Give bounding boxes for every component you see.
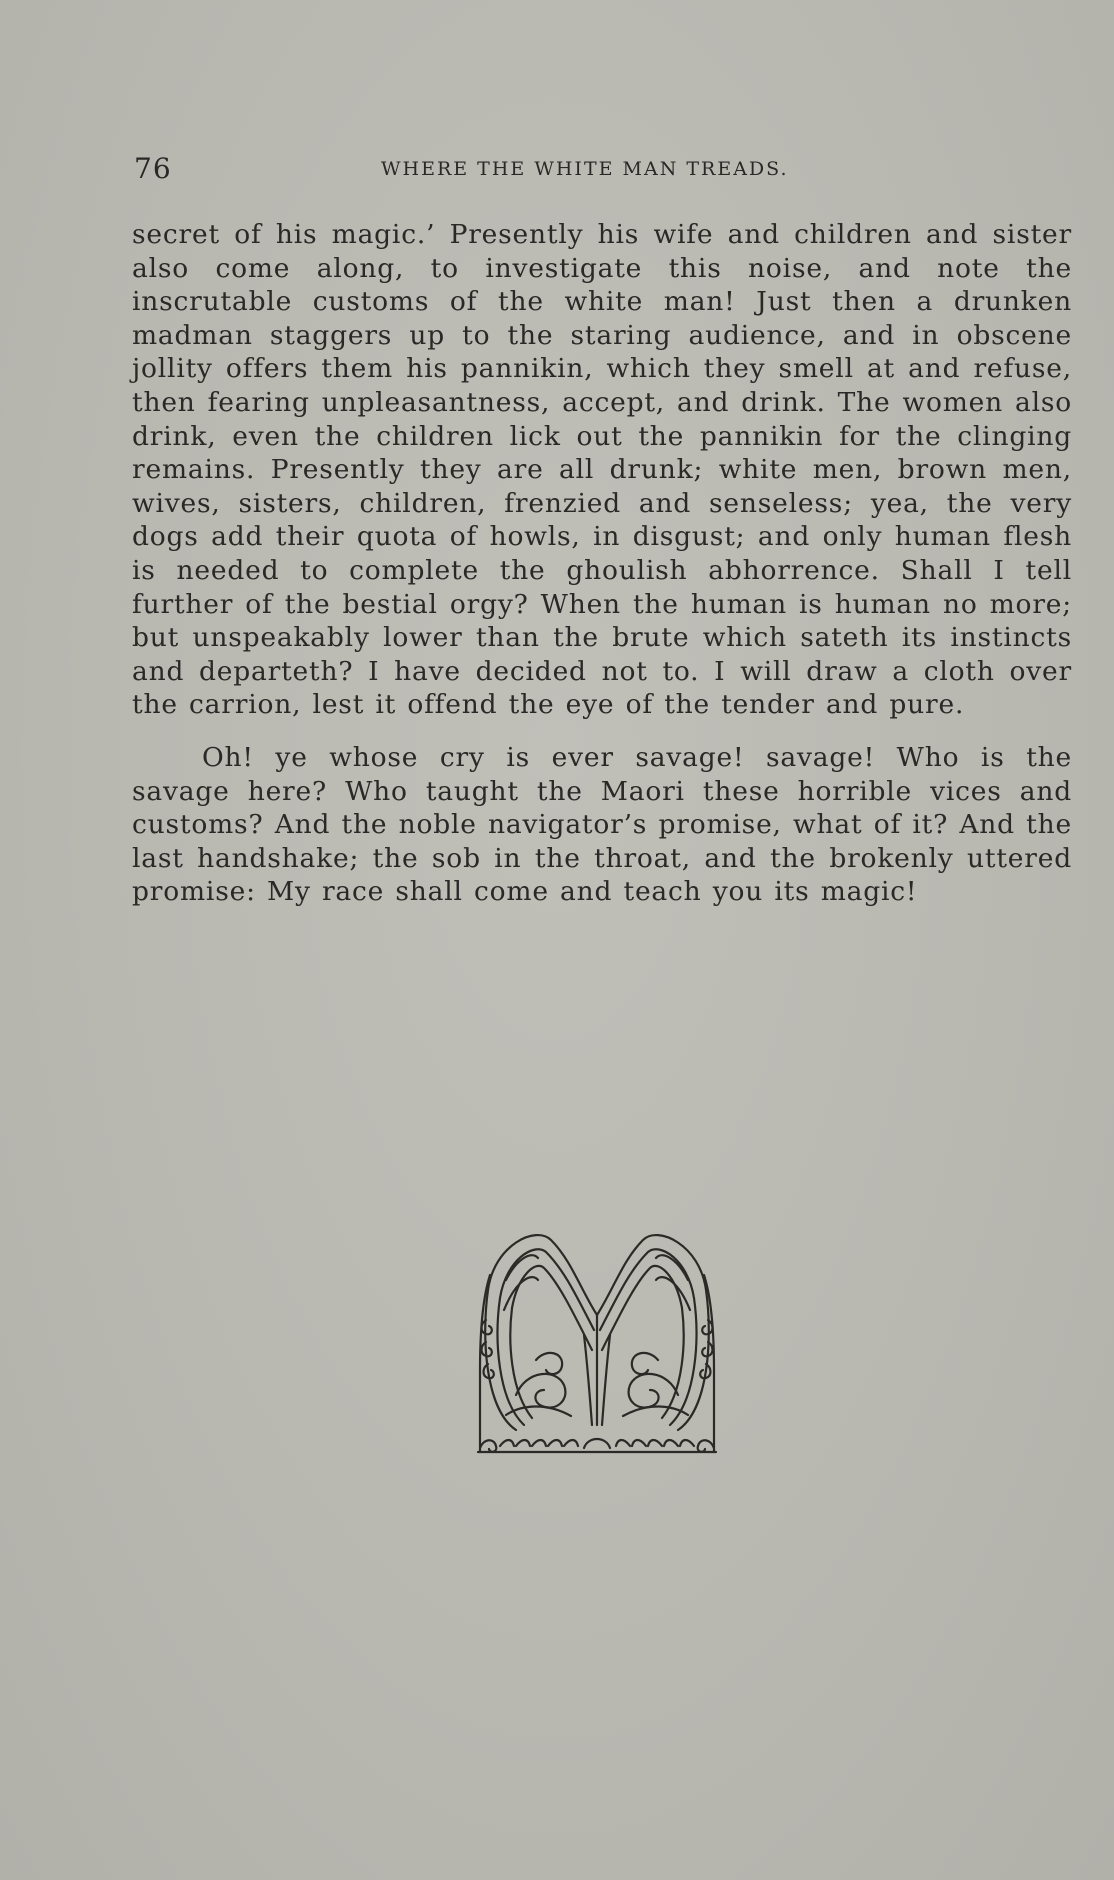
- floral-tailpiece-icon: [476, 1220, 718, 1460]
- body-text: [132, 218, 1072, 909]
- paragraph-1: secret of his magic.’ Presently his wife and children and sister also come along, to investigate this noise, and note the inscrutable customs of the white man! Just then a drunken madman staggers up to the staring audience, and in obscene jollity offers them his pannikin, which they smell at and refuse, then fearing unpleasantness, accept, and drink. The women also drink, even the children lick out the pannikin for the clinging remains. Presently they are all drunk; white men, brown men, wives, sisters, children, frenzied and senseless; yea, the very dogs add their quota of howls, in disgust; and only human flesh is needed to complete the ghoulish abhorrence. Shall I tell further of the bestial orgy? When the human is human no more; but unspeakably lower than the brute which sateth its instincts and departeth? I have decided not to. I will draw a cloth over the carrion, lest it offend the eye of the tender and pure.: [132, 219, 1072, 721]
- page-number: 76: [134, 152, 172, 185]
- page-header: [134, 152, 1074, 192]
- paragraph-2: Oh! ye whose cry is ever savage! savage! Who is the savage here? Who taught the Maori these horrible vices and customs? And the noble navigator’s promise, what of it? And the last handshake; the sob in the throat, and the brokenly uttered promise: My race shall come and teach you its magic!: [132, 741, 1072, 908]
- running-head: WHERE THE WHITE MAN TREADS.: [381, 158, 789, 180]
